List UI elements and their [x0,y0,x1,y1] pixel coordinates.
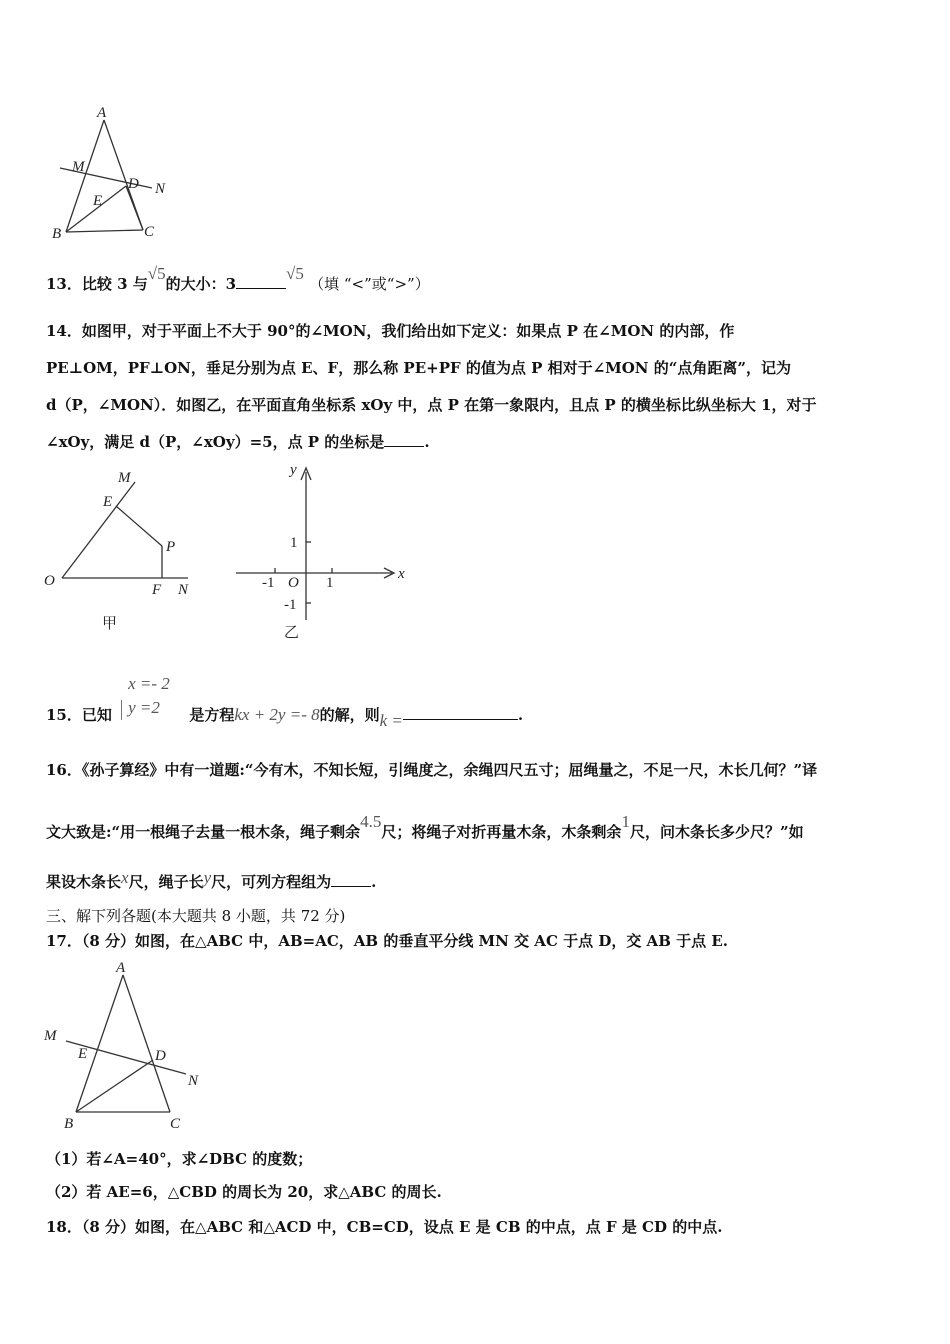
svg-text:甲: 甲 [102,616,118,632]
svg-text:N: N [188,1073,199,1089]
answer-blank[interactable] [384,446,424,447]
svg-text:E: E [78,1046,88,1062]
svg-text:N: N [178,582,189,598]
svg-text:-1: -1 [262,575,275,591]
svg-text:1: 1 [326,575,334,591]
question-16-line3: 果设木条长x尺，绳子长y尺，可列方程组为 . [46,868,377,891]
question-17-part2: （2）若 AE=6，△CBD 的周长为 20，求△ABC 的周长. [46,1183,442,1201]
svg-text:M: M [44,1028,57,1044]
question-14-line2: PE⊥OM，PF⊥ON，垂足分别为点 E、F，那么称 PE+PF 的值为点 P 相对于∠MON 的“点角距离”，记为 [46,359,792,377]
question-15: 15．已知 x =- 2 y =2 是方程kx + 2y =- 8的解，则k = . [46,674,524,730]
svg-text:M: M [118,470,131,486]
svg-text:A: A [116,960,126,976]
svg-text:1: 1 [290,535,298,551]
svg-text:F: F [152,582,162,598]
svg-text:x: x [398,566,405,582]
question-18: 18．（8 分）如图，在△ABC 和△ACD 中，CB=CD，设点 E 是 CB 的中点，点 F 是 CD 的中点. [46,1218,723,1236]
svg-text:E: E [103,494,113,510]
question-14-line1: 14．如图甲，对于平面上不大于 90°的∠MON，我们给出如下定义：如果点 P 在∠MON 的内部，作 [46,322,735,340]
figure-17-triangle [0,950,220,1140]
svg-text:D: D [155,1048,166,1064]
figure-yi-coordinate-plane [0,460,420,650]
svg-text:B: B [64,1116,74,1132]
question-17: 17．（8 分）如图，在△ABC 中，AB=AC，AB 的垂直平分线 MN 交 AC 于点 D，交 AB 于点 E. [46,932,728,950]
svg-text:C: C [144,224,155,240]
answer-blank[interactable] [403,719,518,720]
svg-text:y: y [290,462,297,478]
svg-text:C: C [170,1116,181,1132]
svg-text:O: O [44,573,55,589]
svg-text:-1: -1 [284,597,297,613]
figure-triangle-top [0,0,200,250]
question-16-line1: 16．《孙子算经》中有一道题:“今有木，不知长短，引绳度之，余绳四尺五寸；屈绳量之，不足一尺，木长几何？”译 [46,761,818,779]
section-3-heading: 三、解下列各题(本大题共 8 小题，共 72 分) [46,907,346,925]
question-17-part1: （1）若∠A=40°，求∠DBC 的度数； [46,1150,313,1168]
question-16-line2: 文大致是:“用一根绳子去量一根木条，绳子剩余4.5尺；将绳子对折再量木条，木条剩余1尺，问木条长多少尺？”如 [46,812,804,841]
svg-text:N: N [155,181,166,197]
svg-text:B: B [52,226,62,242]
question-13: 13．比较 3 与√5的大小：3√5 （填 “<”或“>”） [46,264,430,293]
svg-text:O: O [288,575,299,591]
question-14-line4: ∠xOy，满足 d（P，∠xOy）=5，点 P 的坐标是 . [46,433,430,451]
svg-text:乙: 乙 [284,625,300,641]
svg-text:A: A [97,105,107,121]
answer-blank[interactable] [236,288,286,289]
svg-text:D: D [128,176,139,192]
svg-text:P: P [166,539,176,555]
answer-blank[interactable] [331,886,371,887]
svg-text:E: E [93,193,103,209]
question-14-line3: d（P，∠MON）．如图乙，在平面直角坐标系 xOy 中，点 P 在第一象限内，且点 P 的横坐标比纵坐标大 1，对于 [46,396,817,414]
svg-text:M: M [72,159,85,175]
